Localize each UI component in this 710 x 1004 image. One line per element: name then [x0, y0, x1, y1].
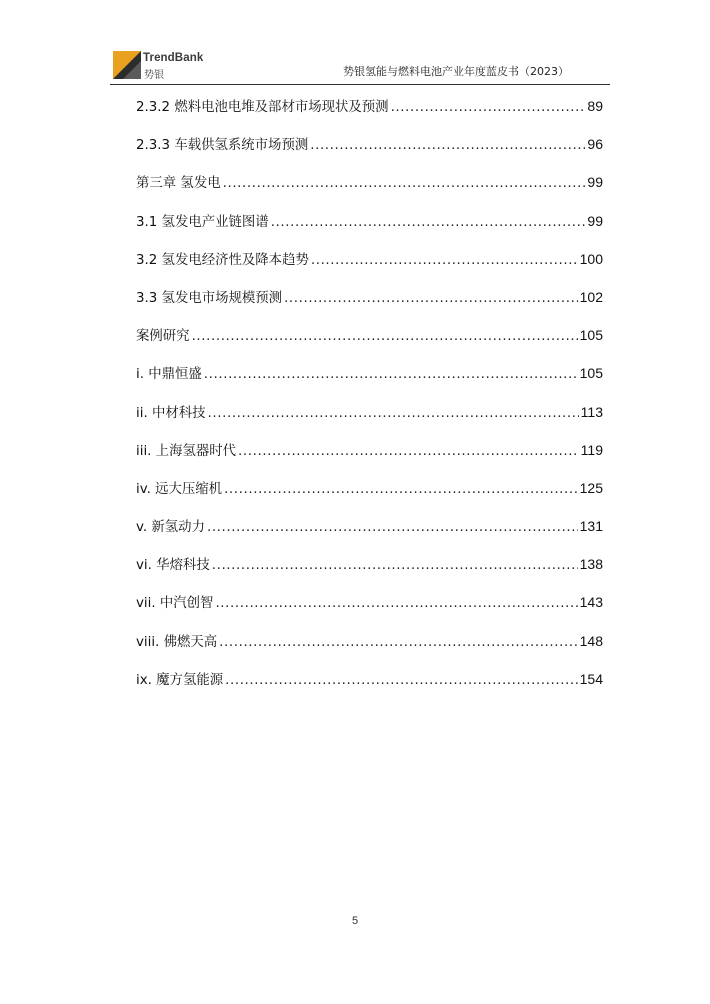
toc-leader-dots: [284, 286, 578, 312]
toc-entry-title: 案例研究: [136, 329, 190, 345]
toc-entry-page: 102: [579, 288, 603, 305]
toc-entry-page: 143: [579, 594, 603, 611]
toc-leader-dots: [224, 477, 578, 503]
toc-leader-dots: [192, 324, 578, 350]
toc-entry-title: vii. 中汽创智: [136, 596, 214, 612]
toc-leader-dots: [207, 515, 578, 541]
toc-entry[interactable]: [136, 589, 603, 627]
toc-entry-page: 105: [579, 327, 603, 344]
toc-entry-page: 113: [580, 403, 603, 420]
toc-entry-page: 131: [579, 518, 603, 535]
page-header: [0, 0, 710, 86]
toc-entry-page: 99: [587, 212, 603, 229]
toc-entry-page: 89: [587, 98, 603, 114]
toc-leader-dots: [215, 591, 577, 617]
trendbank-logo-icon: [113, 51, 141, 79]
toc-entry-page: 138: [579, 556, 603, 573]
toc-leader-dots: [311, 248, 578, 274]
toc-entry-title: i. 中鼎恒盛: [136, 367, 202, 383]
toc-leader-dots: [310, 133, 585, 159]
toc-entry[interactable]: [136, 628, 603, 666]
logo-chinese-name: 势银: [144, 70, 164, 81]
toc-leader-dots: [219, 630, 577, 656]
toc-entry-title: viii. 佛燃天高: [136, 634, 218, 650]
toc-leader-dots: [225, 668, 578, 694]
toc-entry-title: ii. 中材科技: [136, 405, 206, 421]
toc-entry-title: iii. 上海氢器时代: [136, 443, 237, 459]
toc-entry-page: 154: [579, 670, 603, 687]
toc-entry[interactable]: [136, 551, 603, 589]
toc-entry-page: 96: [587, 136, 603, 153]
toc-entry-title: v. 新氢动力: [136, 520, 205, 536]
toc-entry-title: 2.3.3 车载供氢系统市场预测: [136, 138, 309, 154]
toc-entry[interactable]: [136, 246, 603, 284]
toc-entry-title: vi. 华熔科技: [136, 558, 210, 574]
toc-entry-title: 2.3.2 燃料电池电堆及部材市场现状及预测: [136, 100, 389, 115]
toc-entry[interactable]: [136, 475, 603, 513]
toc-entry-page: 99: [587, 174, 603, 191]
toc-entry-page: 100: [579, 250, 603, 267]
toc-leader-dots: [223, 171, 586, 197]
toc-leader-dots: [204, 362, 578, 388]
toc-entry-page: 148: [579, 632, 603, 649]
toc-entry-title: 3.2 氢发电经济性及降本趋势: [136, 252, 309, 268]
toc-leader-dots: [391, 95, 586, 121]
toc-entry[interactable]: [136, 284, 603, 322]
trendbank-logo: [113, 51, 253, 85]
toc-leader-dots: [238, 439, 579, 465]
toc-entry[interactable]: [136, 399, 603, 437]
logo-wordmark: TrendBank: [143, 52, 204, 64]
toc-entry-title: 第三章 氢发电: [136, 176, 221, 192]
toc-entry-page: 125: [579, 479, 603, 496]
toc-entry-title: 3.3 氢发电市场规模预测: [136, 290, 283, 306]
toc-entry-title: ix. 魔方氢能源: [136, 672, 224, 688]
toc-leader-dots: [271, 210, 586, 236]
toc-entry-title: 3.1 氢发电产业链图谱: [136, 214, 269, 230]
toc-entry-page: 105: [579, 365, 603, 382]
toc-leader-dots: [212, 553, 578, 579]
toc-entry[interactable]: [136, 93, 603, 131]
toc-entry[interactable]: [136, 322, 603, 360]
toc-entry-title: iv. 远大压缩机: [136, 481, 223, 497]
page-number: 5: [351, 915, 359, 927]
toc-entry[interactable]: [136, 208, 603, 246]
report-title: 势银氢能与燃料电池产业年度蓝皮书（2023）: [343, 65, 569, 78]
table-of-contents: [136, 93, 603, 704]
toc-leader-dots: [208, 401, 579, 427]
toc-entry-page: 119: [580, 441, 603, 458]
toc-entry[interactable]: [136, 666, 603, 704]
toc-entry[interactable]: [136, 360, 603, 398]
toc-entry[interactable]: [136, 437, 603, 475]
toc-entry[interactable]: [136, 169, 603, 207]
toc-entry[interactable]: [136, 131, 603, 169]
header-divider: [110, 84, 610, 85]
toc-entry[interactable]: [136, 513, 603, 551]
